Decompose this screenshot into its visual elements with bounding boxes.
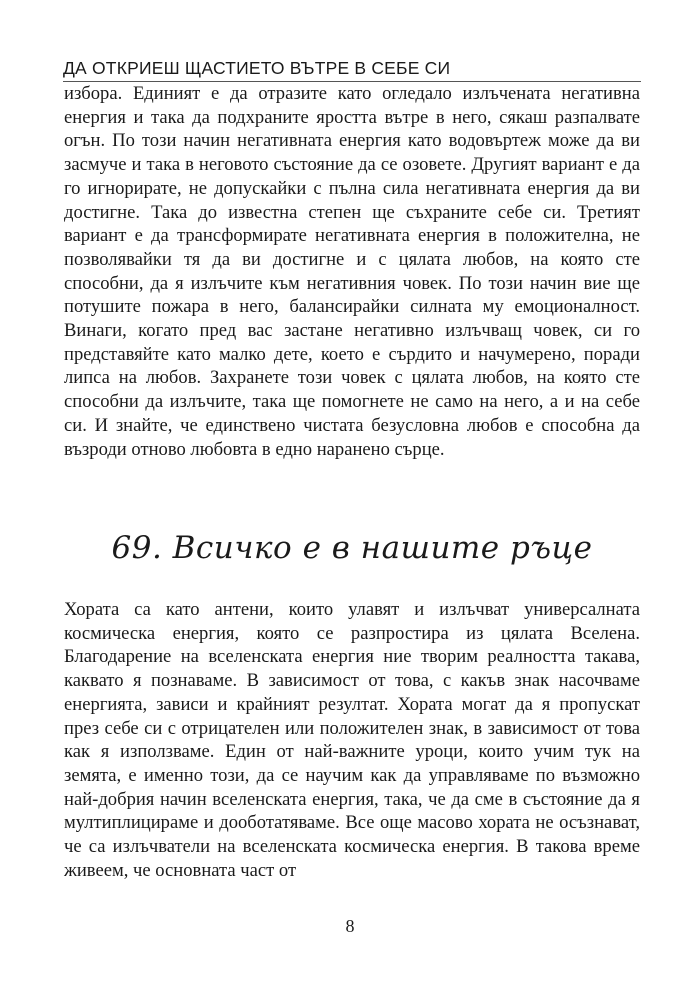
- paragraph-continued: избора. Единият е да отразите като огледало излъчената негативна енергия и така да подхраните яростта вътре в него, сякаш разпалвате огън. По този начин негативната енергия като водовъртеж може да ви засмуче и така в неговото състояние да се озовете. Другият вариант е да го игнорирате, не допускайки с пълна сила негативната енергия да ви достигне. Така до известна степен ще съхраните себе си. Третият вариант е да трансформирате негативната енергия в положителна, не позволявайки тя да ви достигне и с цялата любов, на която сте способни, да я излъчите към негативния човек. По този начин вие ще потушите пожара в него, балансирайки силната му емоционалност. Винаги, когато пред вас застане негативно излъчващ човек, си го представяйте като малко дете, което е сърдито и начумерено, поради липса на любов. Захранете този човек с цялата любов, на която сте способни да излъчите, така ще помогнете не само на него, а и на себе си. И знайте, че единствено чистата безусловна любов е способна да възроди отново любовта в едно наранено сърце.: [64, 83, 640, 460]
- running-header: ДА ОТКРИЕШ ЩАСТИЕТО ВЪТРЕ В СЕБЕ СИ: [63, 58, 451, 78]
- chapter-paragraph: Хората са като антени, които улавят и излъчват универсалната космическа енергия, която се разпростира из цялата Вселена. Благодарение на вселенската енергия ние творим реалността такава, каквато я познаваме. В зависимост от това, с какъв знак насочваме енергията, зависи и крайният резултат. Хората могат да я пропускат през себе си с отрицателен или положителен знак, в зависимост от това как я използваме. Един от най-важните уроци, които учим тук на земята, е именно този, да се научим как да управляваме по възможно най-добрия начин вселенската енергия, така, че да сме в състояние да я мултиплицираме и дооботатяваме. Все още масово хората не осъзнават, че са излъчватели на вселенската космическа енергия. В такова време живеем, че основната част от: [64, 599, 640, 881]
- page-number: 8: [345, 916, 355, 936]
- chapter-title: 69. Всичко е в нашите ръце: [111, 530, 593, 566]
